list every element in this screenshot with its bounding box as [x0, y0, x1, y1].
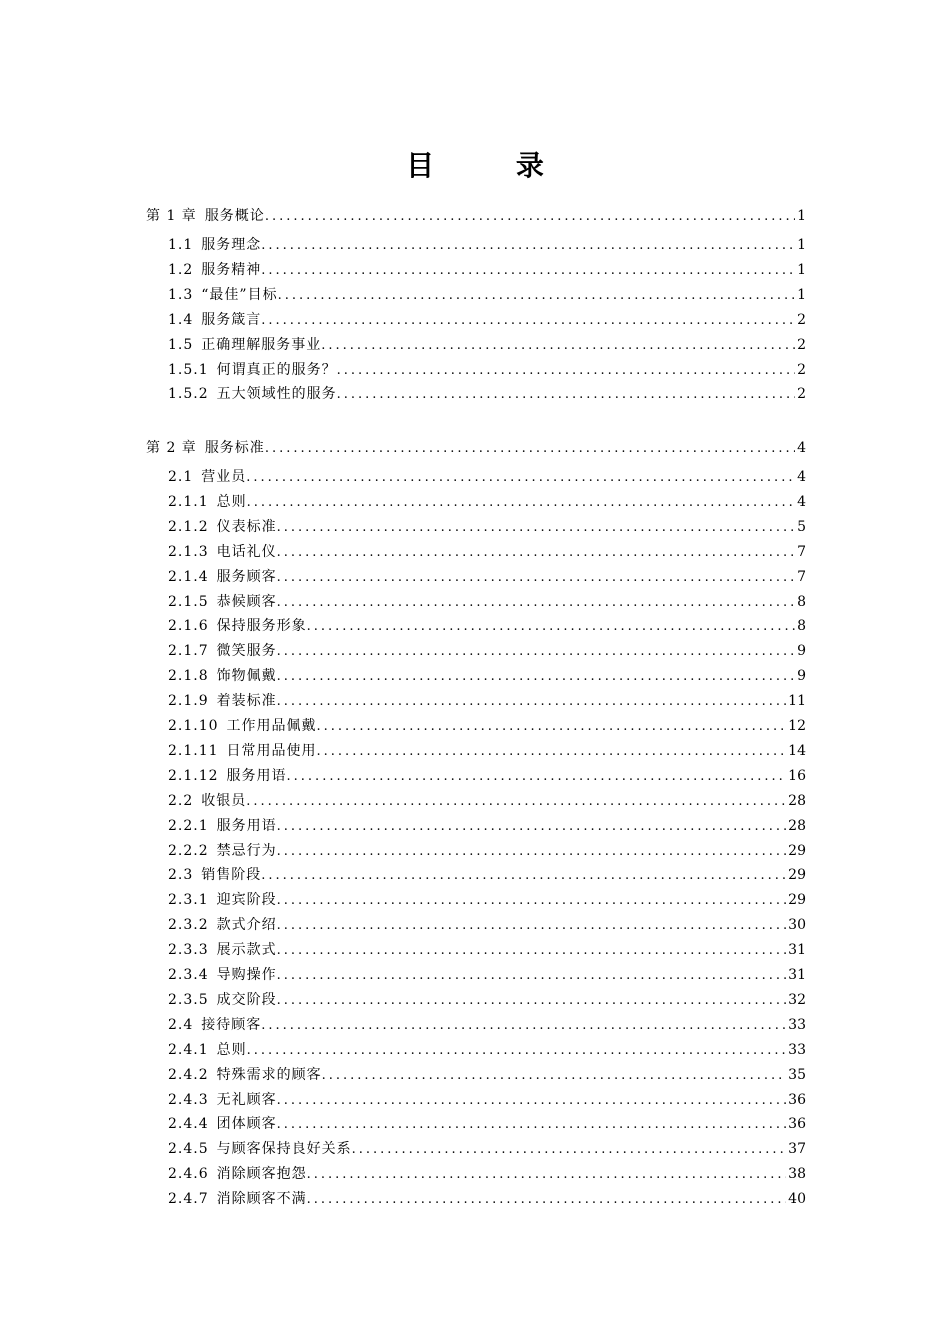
- toc-entry-number: 2.1.3: [168, 543, 209, 560]
- toc-entry-title: 仪表标准: [216, 518, 277, 535]
- toc-section-entry[interactable]: [168, 1187, 806, 1211]
- toc-page-number: 8: [797, 593, 806, 610]
- toc-page-number: 8: [797, 618, 806, 635]
- toc-page-number: 37: [788, 1141, 806, 1158]
- toc-entry-title: 导购操作: [216, 967, 277, 983]
- toc-page-number: 5: [797, 518, 806, 535]
- toc-entry-title: 服务用语: [216, 817, 277, 834]
- toc-entry-number: 2.1: [168, 469, 194, 485]
- toc-section-entry[interactable]: [168, 764, 806, 788]
- toc-page-number: 36: [788, 1091, 806, 1108]
- toc-page-number: 29: [788, 892, 806, 909]
- toc-page-number: 4: [797, 493, 806, 510]
- toc-page-number: 38: [788, 1166, 806, 1183]
- toc-entry-number: 1.3: [168, 286, 194, 303]
- toc-entry-title: 团体顾客: [216, 1116, 277, 1133]
- toc-page-number: 33: [788, 1041, 806, 1058]
- toc-chapter-entry[interactable]: [146, 436, 806, 460]
- toc-entry-number: 2.2.2: [168, 842, 209, 859]
- toc-entry-number: 2.1.6: [168, 618, 209, 635]
- toc-dot-leader: [277, 566, 795, 589]
- toc-entry-title: 款式介绍: [216, 917, 277, 934]
- toc-dot-leader: [277, 989, 787, 1012]
- toc-section-entry[interactable]: [168, 382, 806, 406]
- toc-entry-number: 第 1 章: [146, 208, 197, 224]
- toc-section-entry[interactable]: [168, 814, 806, 838]
- toc-dot-leader: [261, 1014, 786, 1037]
- toc-dot-leader: [307, 1188, 787, 1211]
- toc-dot-leader: [277, 840, 787, 863]
- toc-section-entry[interactable]: [168, 639, 806, 663]
- toc-entry-number: 2.1.12: [168, 767, 219, 784]
- toc-page-number: 4: [797, 440, 806, 456]
- toc-page-number: 29: [788, 842, 806, 859]
- toc-dot-leader: [321, 334, 795, 357]
- toc-dot-leader: [261, 309, 795, 332]
- toc-section-entry[interactable]: [168, 739, 806, 763]
- toc-dot-leader: [277, 939, 787, 962]
- toc-section-entry[interactable]: [168, 283, 806, 307]
- toc-dot-leader: [265, 205, 795, 228]
- toc-entry-title: 恭候顾客: [216, 593, 277, 610]
- toc-entry-title: 正确理解服务事业: [201, 336, 322, 353]
- toc-entry-number: 2.2.1: [168, 817, 209, 834]
- toc-entry-number: 2.1.11: [168, 742, 219, 759]
- toc-entry-number: 2.1.9: [168, 693, 209, 710]
- toc-entry-number: 1.4: [168, 311, 194, 328]
- toc-dot-leader: [277, 665, 795, 688]
- toc-dot-leader: [265, 437, 795, 460]
- toc-page-number: 2: [797, 311, 806, 328]
- toc-dot-leader: [246, 790, 786, 813]
- toc-dot-leader: [277, 914, 787, 937]
- toc-entry-title: 总则: [216, 1041, 247, 1058]
- toc-section-entry[interactable]: [168, 888, 806, 912]
- toc-entry-title: 电话礼仪: [216, 543, 277, 560]
- toc-section-entry[interactable]: [168, 913, 806, 937]
- toc-section-entry[interactable]: [168, 540, 806, 564]
- toc-section-entry[interactable]: [168, 689, 806, 713]
- toc-section-entry[interactable]: [168, 839, 806, 863]
- toc-page-number: 11: [788, 693, 806, 710]
- toc-dot-leader: [277, 591, 795, 614]
- toc-dot-leader: [337, 383, 795, 406]
- toc-page-number: 40: [788, 1191, 806, 1208]
- toc-dot-leader: [307, 615, 795, 638]
- toc-dot-leader: [277, 1113, 787, 1136]
- toc-dot-leader: [247, 1039, 787, 1062]
- toc-entry-number: 2.3.1: [168, 892, 209, 909]
- toc-section-entry[interactable]: [168, 1013, 806, 1037]
- toc-dot-leader: [307, 1163, 787, 1186]
- toc-entry-title: 工作用品佩戴: [226, 718, 317, 734]
- toc-page-number: 7: [797, 543, 806, 560]
- toc-page-number: 1: [797, 286, 806, 303]
- toc-page-number: 12: [788, 718, 806, 734]
- toc-section-entry[interactable]: [168, 614, 806, 638]
- toc-section-entry[interactable]: [168, 664, 806, 688]
- toc-entry-number: 2.1.10: [168, 718, 219, 734]
- toc-section-entry[interactable]: [168, 1088, 806, 1112]
- toc-section-entry[interactable]: [168, 358, 806, 382]
- page-title: 目 录: [406, 149, 580, 182]
- toc-section-entry[interactable]: [168, 938, 806, 962]
- toc-entry-title: 消除顾客抱怨: [216, 1166, 307, 1183]
- toc-entry-title: “最佳”目标: [201, 286, 278, 303]
- toc-dot-leader: [261, 864, 786, 887]
- toc-dot-leader: [352, 1138, 787, 1161]
- toc-section-entry[interactable]: [168, 1137, 806, 1161]
- toc-entry-number: 2.4.3: [168, 1091, 209, 1108]
- toc-dot-leader: [277, 516, 795, 539]
- toc-section-entry[interactable]: [168, 333, 806, 357]
- toc-entry-title: 无礼顾客: [216, 1091, 277, 1108]
- toc-entry-number: 第 2 章: [146, 440, 197, 456]
- toc-dot-leader: [261, 234, 795, 257]
- toc-entry-title: 何谓真正的服务？: [216, 361, 337, 378]
- toc-page-number: 9: [797, 643, 806, 660]
- toc-entry-number: 2.2: [168, 792, 194, 809]
- toc-dot-leader: [261, 259, 795, 282]
- toc-entry-number: 2.3.5: [168, 991, 209, 1008]
- toc-section-entry[interactable]: [168, 1112, 806, 1136]
- toc-entry-title: 着装标准: [216, 693, 277, 710]
- toc-entry-number: 1.5.1: [168, 361, 209, 378]
- toc-entry-title: 营业员: [201, 469, 247, 485]
- toc-dot-leader: [277, 690, 787, 713]
- toc-entry-title: 与顾客保持良好关系: [216, 1141, 352, 1158]
- toc-entry-number: 2.4.6: [168, 1166, 209, 1183]
- toc-entry-number: 2.4.1: [168, 1041, 209, 1058]
- toc-entry-number: 2.3: [168, 867, 194, 884]
- toc-dot-leader: [277, 889, 787, 912]
- toc-section-entry[interactable]: [168, 233, 806, 257]
- toc-entry-title: 服务顾客: [216, 568, 277, 585]
- toc-entry-title: 服务概论: [204, 208, 265, 224]
- toc-dot-leader: [317, 715, 787, 738]
- toc-page-number: 14: [788, 742, 806, 759]
- toc-entry-number: 2.4.2: [168, 1066, 209, 1083]
- toc-page-number: 2: [797, 336, 806, 353]
- toc-entry-number: 2.3.4: [168, 967, 209, 983]
- toc-page-number: 30: [788, 917, 806, 934]
- toc-entry-title: 展示款式: [216, 942, 277, 959]
- toc-dot-leader: [317, 740, 787, 763]
- toc-dot-leader: [277, 541, 795, 564]
- toc-dot-leader: [277, 640, 795, 663]
- toc-page-number: 2: [797, 361, 806, 378]
- toc-page-number: 2: [797, 386, 806, 403]
- toc-entry-title: 服务标准: [204, 440, 265, 456]
- toc-section-entry[interactable]: [168, 963, 806, 987]
- toc-page-number: 28: [788, 792, 806, 809]
- toc-section-entry[interactable]: [168, 515, 806, 539]
- toc-dot-leader: [277, 964, 787, 987]
- toc-entry-number: 2.4: [168, 1016, 194, 1033]
- toc-entry-title: 禁忌行为: [216, 842, 277, 859]
- toc-dot-leader: [287, 765, 787, 788]
- toc-entry-number: 1.5: [168, 336, 194, 353]
- toc-entry-title: 五大领域性的服务: [216, 386, 337, 403]
- toc-page-number: 1: [797, 208, 806, 224]
- toc-entry-number: 2.1.5: [168, 593, 209, 610]
- toc-entry-number: 2.1.8: [168, 668, 209, 685]
- toc-entry-number: 2.4.5: [168, 1141, 209, 1158]
- toc-entry-number: 2.3.2: [168, 917, 209, 934]
- toc-section-entry[interactable]: [168, 465, 806, 489]
- toc-entry-title: 收银员: [201, 792, 247, 809]
- toc-section-entry[interactable]: [168, 490, 806, 514]
- toc-dot-leader: [247, 491, 795, 514]
- toc-dot-leader: [277, 1089, 787, 1112]
- toc-page-number: 7: [797, 568, 806, 585]
- toc-entry-title: 消除顾客不满: [216, 1191, 307, 1208]
- toc-entry-number: 2.3.3: [168, 942, 209, 959]
- toc-section-entry[interactable]: [168, 1038, 806, 1062]
- toc-page-number: 33: [788, 1016, 806, 1033]
- toc-page-number: 29: [788, 867, 806, 884]
- toc-entry-title: 服务箴言: [201, 311, 262, 328]
- toc-page-number: 1: [797, 237, 806, 253]
- toc-page-number: 32: [788, 991, 806, 1008]
- toc-entry-title: 总则: [216, 493, 247, 510]
- toc-entry-number: 2.1.7: [168, 643, 209, 660]
- toc-section-entry[interactable]: [168, 863, 806, 887]
- toc-entry-title: 接待顾客: [201, 1016, 262, 1033]
- toc-entry-title: 销售阶段: [201, 867, 262, 884]
- toc-entry-title: 迎宾阶段: [216, 892, 277, 909]
- toc-section-entry[interactable]: [168, 789, 806, 813]
- toc-entry-title: 特殊需求的顾客: [216, 1066, 322, 1083]
- toc-section-entry[interactable]: [168, 258, 806, 282]
- toc-page-number: 31: [788, 967, 806, 983]
- toc-entry-title: 成交阶段: [216, 991, 277, 1008]
- toc-page-number: 9: [797, 668, 806, 685]
- toc-page-number: 28: [788, 817, 806, 834]
- toc-chapter-entry[interactable]: [146, 204, 806, 228]
- toc-entry-number: 1.5.2: [168, 386, 209, 403]
- toc-entry-number: 1.1: [168, 237, 194, 253]
- toc-page-number: 35: [788, 1066, 806, 1083]
- toc-entry-title: 服务用语: [226, 767, 287, 784]
- toc-section-entry[interactable]: [168, 308, 806, 332]
- toc-entry-number: 1.2: [168, 261, 194, 278]
- toc-entry-number: 2.1.4: [168, 568, 209, 585]
- toc-dot-leader: [337, 359, 795, 382]
- toc-entry-title: 服务精神: [201, 261, 262, 278]
- toc-entry-title: 服务理念: [201, 237, 262, 253]
- toc-section-entry[interactable]: [168, 1162, 806, 1186]
- toc-page-number: 36: [788, 1116, 806, 1133]
- toc-section-entry[interactable]: [168, 565, 806, 589]
- toc-entry-number: 2.1.2: [168, 518, 209, 535]
- toc-dot-leader: [246, 466, 795, 489]
- toc-dot-leader: [277, 815, 787, 838]
- toc-entry-number: 2.4.7: [168, 1191, 209, 1208]
- toc-page-number: 1: [797, 261, 806, 278]
- toc-page-number: 4: [797, 469, 806, 485]
- toc-entry-title: 保持服务形象: [216, 618, 307, 635]
- toc-section-entry[interactable]: [168, 590, 806, 614]
- toc-entry-title: 微笑服务: [216, 643, 277, 660]
- toc-section-entry[interactable]: [168, 1063, 806, 1087]
- toc-entry-number: 2.4.4: [168, 1116, 209, 1133]
- toc-section-entry[interactable]: [168, 714, 806, 738]
- toc-dot-leader: [322, 1064, 787, 1087]
- toc-page-number: 16: [788, 767, 806, 784]
- toc-page-number: 31: [788, 942, 806, 959]
- toc-entry-number: 2.1.1: [168, 493, 209, 510]
- toc-dot-leader: [278, 284, 795, 307]
- toc-section-entry[interactable]: [168, 988, 806, 1012]
- toc-entry-title: 饰物佩戴: [216, 668, 277, 685]
- toc-entry-title: 日常用品使用: [226, 742, 317, 759]
